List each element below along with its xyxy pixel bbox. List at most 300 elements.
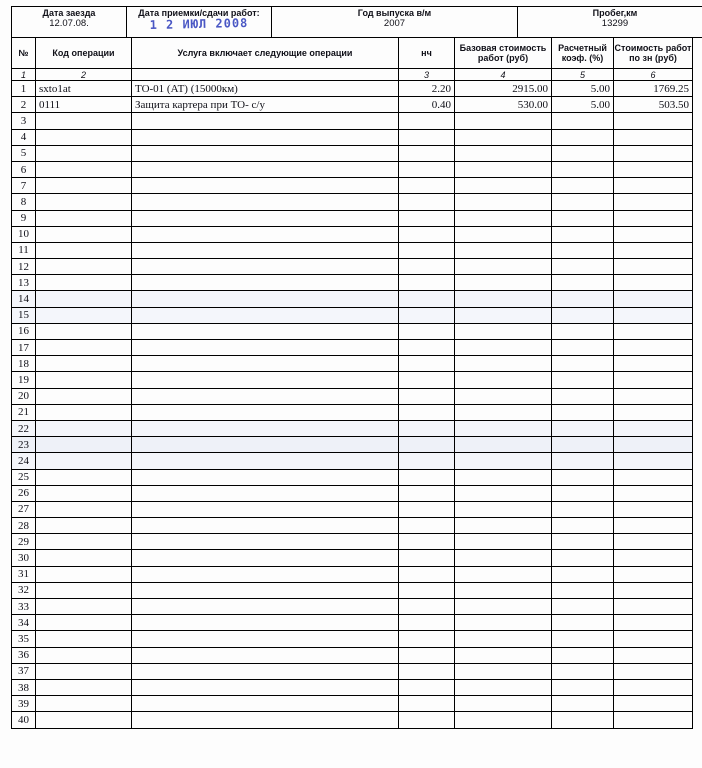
- header-cell-mileage: [518, 7, 702, 38]
- row-service-description: [132, 113, 399, 129]
- row-operation-code: [36, 340, 132, 356]
- row-number: 22: [12, 420, 36, 436]
- row-operation-code: [36, 712, 132, 728]
- row-norm-hours: [399, 404, 455, 420]
- row-total-cost: [614, 194, 693, 210]
- row-operation-code: [36, 485, 132, 501]
- row-norm-hours: [399, 663, 455, 679]
- row-norm-hours: [399, 291, 455, 307]
- row-base-cost: [455, 356, 552, 372]
- row-number: 2: [12, 97, 36, 113]
- row-service-description: ТО-01 (АТ) (15000км): [132, 81, 399, 97]
- row-number: 33: [12, 599, 36, 615]
- table-row[interactable]: [12, 372, 693, 388]
- row-coefficient: [552, 291, 614, 307]
- row-service-description: [132, 437, 399, 453]
- table-row[interactable]: [12, 291, 693, 307]
- row-norm-hours: 0.40: [399, 97, 455, 113]
- row-coefficient: [552, 340, 614, 356]
- row-service-description: [132, 469, 399, 485]
- row-total-cost: [614, 518, 693, 534]
- row-total-cost: [614, 259, 693, 275]
- row-base-cost: 2915.00: [455, 81, 552, 97]
- table-row[interactable]: [12, 501, 693, 517]
- table-row[interactable]: [12, 388, 693, 404]
- row-number: 19: [12, 372, 36, 388]
- table-row[interactable]: [12, 647, 693, 663]
- table-column-numbers-row: [12, 69, 693, 81]
- row-norm-hours: [399, 615, 455, 631]
- row-base-cost: [455, 194, 552, 210]
- row-base-cost: [455, 712, 552, 728]
- table-row[interactable]: [12, 599, 693, 615]
- table-row[interactable]: [12, 534, 693, 550]
- row-base-cost: [455, 388, 552, 404]
- row-operation-code: [36, 453, 132, 469]
- table-row[interactable]: [12, 663, 693, 679]
- row-number: 38: [12, 679, 36, 695]
- row-coefficient: [552, 534, 614, 550]
- row-operation-code: [36, 518, 132, 534]
- row-base-cost: [455, 340, 552, 356]
- row-norm-hours: [399, 259, 455, 275]
- table-row[interactable]: [12, 518, 693, 534]
- row-coefficient: [552, 113, 614, 129]
- row-total-cost: [614, 145, 693, 161]
- row-base-cost: [455, 210, 552, 226]
- row-service-description: [132, 404, 399, 420]
- row-base-cost: [455, 161, 552, 177]
- row-base-cost: [455, 275, 552, 291]
- header-label-mileage: Пробег,км: [592, 8, 638, 18]
- row-base-cost: [455, 242, 552, 258]
- row-total-cost: [614, 582, 693, 598]
- table-row[interactable]: [12, 420, 693, 436]
- row-service-description: [132, 663, 399, 679]
- table-row[interactable]: [12, 631, 693, 647]
- row-service-description: [132, 356, 399, 372]
- row-operation-code: [36, 129, 132, 145]
- row-coefficient: [552, 501, 614, 517]
- row-base-cost: [455, 647, 552, 663]
- row-base-cost: [455, 178, 552, 194]
- table-row[interactable]: [12, 226, 693, 242]
- row-operation-code: [36, 242, 132, 258]
- table-row[interactable]: [12, 356, 693, 372]
- row-service-description: [132, 307, 399, 323]
- row-service-description: [132, 518, 399, 534]
- row-base-cost: [455, 420, 552, 436]
- row-norm-hours: [399, 550, 455, 566]
- row-operation-code: [36, 145, 132, 161]
- row-norm-hours: [399, 356, 455, 372]
- row-operation-code: [36, 647, 132, 663]
- row-operation-code: [36, 420, 132, 436]
- row-operation-code: [36, 534, 132, 550]
- row-base-cost: [455, 453, 552, 469]
- table-row[interactable]: [12, 323, 693, 339]
- row-norm-hours: [399, 679, 455, 695]
- row-norm-hours: [399, 113, 455, 129]
- row-operation-code: [36, 210, 132, 226]
- row-number: 32: [12, 582, 36, 598]
- row-number: 18: [12, 356, 36, 372]
- header-cell-arrival-date: [12, 7, 127, 38]
- table-row[interactable]: [12, 696, 693, 712]
- row-number: 10: [12, 226, 36, 242]
- row-total-cost: [614, 696, 693, 712]
- row-operation-code: [36, 501, 132, 517]
- row-coefficient: [552, 518, 614, 534]
- row-number: 28: [12, 518, 36, 534]
- row-norm-hours: [399, 647, 455, 663]
- row-service-description: [132, 534, 399, 550]
- col-num-4: 4: [455, 69, 552, 81]
- row-coefficient: [552, 323, 614, 339]
- row-norm-hours: [399, 178, 455, 194]
- row-operation-code: [36, 615, 132, 631]
- row-total-cost: [614, 550, 693, 566]
- col-header-koef: Расчетный коэф. (%): [552, 38, 614, 69]
- row-number: 1: [12, 81, 36, 97]
- row-norm-hours: [399, 242, 455, 258]
- row-total-cost: [614, 210, 693, 226]
- row-coefficient: [552, 210, 614, 226]
- row-total-cost: [614, 615, 693, 631]
- row-service-description: [132, 323, 399, 339]
- table-row[interactable]: [12, 615, 693, 631]
- row-norm-hours: [399, 129, 455, 145]
- row-coefficient: [552, 647, 614, 663]
- row-coefficient: [552, 194, 614, 210]
- row-norm-hours: 2.20: [399, 81, 455, 97]
- table-row[interactable]: [12, 129, 693, 145]
- header-label-arrival-date: Дата заезда: [42, 8, 96, 18]
- row-base-cost: [455, 129, 552, 145]
- table-row[interactable]: [12, 161, 693, 177]
- row-number: 8: [12, 194, 36, 210]
- table-row[interactable]: [12, 210, 693, 226]
- row-total-cost: [614, 340, 693, 356]
- row-base-cost: 530.00: [455, 97, 552, 113]
- header-cell-acceptance-date: [127, 7, 272, 38]
- row-service-description: [132, 161, 399, 177]
- date-stamp: 1 2 ИЮЛ 2008: [149, 16, 249, 33]
- row-total-cost: [614, 437, 693, 453]
- row-number: 27: [12, 501, 36, 517]
- row-total-cost: [614, 404, 693, 420]
- row-service-description: [132, 340, 399, 356]
- row-norm-hours: [399, 323, 455, 339]
- row-total-cost: [614, 291, 693, 307]
- row-total-cost: [614, 534, 693, 550]
- row-operation-code: [36, 388, 132, 404]
- row-number: 31: [12, 566, 36, 582]
- row-norm-hours: [399, 469, 455, 485]
- row-operation-code: [36, 194, 132, 210]
- row-service-description: [132, 420, 399, 436]
- row-total-cost: [614, 631, 693, 647]
- table-row[interactable]: [12, 712, 693, 728]
- row-coefficient: [552, 356, 614, 372]
- row-operation-code: [36, 113, 132, 129]
- row-base-cost: [455, 663, 552, 679]
- col-header-service: Услуга включает следующие операции: [132, 38, 399, 69]
- header-value-mileage: 13299: [601, 18, 629, 30]
- row-coefficient: [552, 485, 614, 501]
- row-number: 39: [12, 696, 36, 712]
- row-number: 20: [12, 388, 36, 404]
- row-operation-code: [36, 599, 132, 615]
- row-number: 26: [12, 485, 36, 501]
- row-base-cost: [455, 323, 552, 339]
- col-num-5: 5: [552, 69, 614, 81]
- row-operation-code: [36, 161, 132, 177]
- row-coefficient: [552, 663, 614, 679]
- row-norm-hours: [399, 275, 455, 291]
- row-service-description: [132, 501, 399, 517]
- row-operation-code: [36, 356, 132, 372]
- table-row[interactable]: [12, 113, 693, 129]
- row-coefficient: [552, 582, 614, 598]
- table-row[interactable]: [12, 679, 693, 695]
- header-cell-production-year: [272, 7, 518, 38]
- row-coefficient: [552, 550, 614, 566]
- row-total-cost: [614, 129, 693, 145]
- row-norm-hours: [399, 194, 455, 210]
- col-header-no: №: [12, 38, 36, 69]
- row-service-description: [132, 275, 399, 291]
- col-num-3: 3: [399, 69, 455, 81]
- row-total-cost: 1769.25: [614, 81, 693, 97]
- row-number: 23: [12, 437, 36, 453]
- row-service-description: [132, 145, 399, 161]
- table-row[interactable]: [12, 178, 693, 194]
- row-coefficient: [552, 259, 614, 275]
- row-coefficient: [552, 161, 614, 177]
- row-coefficient: [552, 404, 614, 420]
- row-coefficient: [552, 242, 614, 258]
- col-num-2: 2: [36, 69, 132, 81]
- row-total-cost: [614, 178, 693, 194]
- row-norm-hours: [399, 566, 455, 582]
- table-row[interactable]: [12, 566, 693, 582]
- row-total-cost: [614, 388, 693, 404]
- table-row[interactable]: [12, 469, 693, 485]
- row-total-cost: [614, 599, 693, 615]
- row-operation-code: [36, 663, 132, 679]
- row-total-cost: [614, 275, 693, 291]
- row-base-cost: [455, 550, 552, 566]
- row-operation-code: sxto1at: [36, 81, 132, 97]
- header-table: [11, 6, 702, 38]
- row-base-cost: [455, 113, 552, 129]
- row-base-cost: [455, 145, 552, 161]
- table-row[interactable]: [12, 582, 693, 598]
- row-base-cost: [455, 485, 552, 501]
- row-service-description: [132, 242, 399, 258]
- row-base-cost: [455, 259, 552, 275]
- table-header-row: [12, 38, 693, 69]
- row-service-description: [132, 712, 399, 728]
- row-coefficient: [552, 129, 614, 145]
- row-base-cost: [455, 518, 552, 534]
- row-base-cost: [455, 404, 552, 420]
- row-total-cost: [614, 420, 693, 436]
- row-coefficient: [552, 388, 614, 404]
- row-number: 24: [12, 453, 36, 469]
- table-row[interactable]: [12, 145, 693, 161]
- row-base-cost: [455, 437, 552, 453]
- col-header-total-cost: Стоимость работ по зн (руб): [614, 38, 693, 69]
- row-total-cost: [614, 453, 693, 469]
- table-row[interactable]: [12, 550, 693, 566]
- row-operation-code: [36, 631, 132, 647]
- table-row[interactable]: [12, 340, 693, 356]
- table-row[interactable]: [12, 242, 693, 258]
- row-operation-code: [36, 275, 132, 291]
- row-operation-code: [36, 469, 132, 485]
- row-operation-code: [36, 582, 132, 598]
- row-base-cost: [455, 501, 552, 517]
- row-number: 30: [12, 550, 36, 566]
- row-norm-hours: [399, 582, 455, 598]
- row-norm-hours: [399, 340, 455, 356]
- row-base-cost: [455, 291, 552, 307]
- row-base-cost: [455, 631, 552, 647]
- header-row: [12, 7, 702, 38]
- row-norm-hours: [399, 712, 455, 728]
- row-operation-code: [36, 679, 132, 695]
- row-service-description: [132, 566, 399, 582]
- table-row[interactable]: [12, 404, 693, 420]
- table-row[interactable]: [12, 307, 693, 323]
- row-base-cost: [455, 534, 552, 550]
- row-base-cost: [455, 469, 552, 485]
- row-number: 3: [12, 113, 36, 129]
- table-row[interactable]: [12, 97, 693, 113]
- row-total-cost: [614, 226, 693, 242]
- header-value-arrival-date: 12.07.08.: [49, 18, 89, 30]
- row-base-cost: [455, 226, 552, 242]
- row-coefficient: [552, 679, 614, 695]
- row-norm-hours: [399, 226, 455, 242]
- row-number: 40: [12, 712, 36, 728]
- row-service-description: Защита картера при ТО- с/у: [132, 97, 399, 113]
- row-base-cost: [455, 615, 552, 631]
- row-total-cost: [614, 679, 693, 695]
- row-service-description: [132, 647, 399, 663]
- row-norm-hours: [399, 307, 455, 323]
- row-number: 9: [12, 210, 36, 226]
- row-norm-hours: [399, 145, 455, 161]
- row-total-cost: [614, 663, 693, 679]
- row-service-description: [132, 679, 399, 695]
- row-operation-code: 0111: [36, 97, 132, 113]
- row-total-cost: [614, 307, 693, 323]
- row-norm-hours: [399, 210, 455, 226]
- row-base-cost: [455, 582, 552, 598]
- row-number: 34: [12, 615, 36, 631]
- row-total-cost: [614, 712, 693, 728]
- row-total-cost: 503.50: [614, 97, 693, 113]
- row-norm-hours: [399, 372, 455, 388]
- row-total-cost: [614, 469, 693, 485]
- row-operation-code: [36, 550, 132, 566]
- row-total-cost: [614, 323, 693, 339]
- row-service-description: [132, 178, 399, 194]
- row-service-description: [132, 582, 399, 598]
- header-label-production-year: Год выпуска в/м: [357, 8, 432, 18]
- row-number: 13: [12, 275, 36, 291]
- row-service-description: [132, 259, 399, 275]
- row-operation-code: [36, 178, 132, 194]
- row-norm-hours: [399, 388, 455, 404]
- operations-table: [11, 37, 693, 729]
- row-norm-hours: [399, 534, 455, 550]
- row-base-cost: [455, 696, 552, 712]
- row-base-cost: [455, 599, 552, 615]
- col-header-nch: нч: [399, 38, 455, 69]
- row-norm-hours: [399, 453, 455, 469]
- row-coefficient: [552, 275, 614, 291]
- row-coefficient: [552, 226, 614, 242]
- row-coefficient: 5.00: [552, 81, 614, 97]
- row-norm-hours: [399, 485, 455, 501]
- row-number: 21: [12, 404, 36, 420]
- row-number: 35: [12, 631, 36, 647]
- row-coefficient: [552, 696, 614, 712]
- table-row[interactable]: [12, 194, 693, 210]
- row-coefficient: [552, 453, 614, 469]
- row-norm-hours: [399, 599, 455, 615]
- row-operation-code: [36, 437, 132, 453]
- row-number: 7: [12, 178, 36, 194]
- row-service-description: [132, 129, 399, 145]
- col-header-base-cost: Базовая стоимость работ (руб): [455, 38, 552, 69]
- table-row[interactable]: [12, 485, 693, 501]
- row-coefficient: [552, 469, 614, 485]
- row-total-cost: [614, 161, 693, 177]
- col-header-code: Код операции: [36, 38, 132, 69]
- row-operation-code: [36, 566, 132, 582]
- row-operation-code: [36, 372, 132, 388]
- row-number: 36: [12, 647, 36, 663]
- row-total-cost: [614, 566, 693, 582]
- row-service-description: [132, 696, 399, 712]
- row-operation-code: [36, 226, 132, 242]
- table-row[interactable]: [12, 437, 693, 453]
- table-row[interactable]: [12, 81, 693, 97]
- table-row[interactable]: [12, 259, 693, 275]
- row-operation-code: [36, 259, 132, 275]
- row-base-cost: [455, 679, 552, 695]
- table-row[interactable]: [12, 275, 693, 291]
- row-number: 11: [12, 242, 36, 258]
- row-service-description: [132, 388, 399, 404]
- row-total-cost: [614, 113, 693, 129]
- row-total-cost: [614, 647, 693, 663]
- row-coefficient: [552, 631, 614, 647]
- row-coefficient: 5.00: [552, 97, 614, 113]
- row-service-description: [132, 210, 399, 226]
- table-body: [12, 81, 693, 729]
- row-service-description: [132, 372, 399, 388]
- table-row[interactable]: [12, 453, 693, 469]
- row-norm-hours: [399, 631, 455, 647]
- row-service-description: [132, 599, 399, 615]
- row-coefficient: [552, 178, 614, 194]
